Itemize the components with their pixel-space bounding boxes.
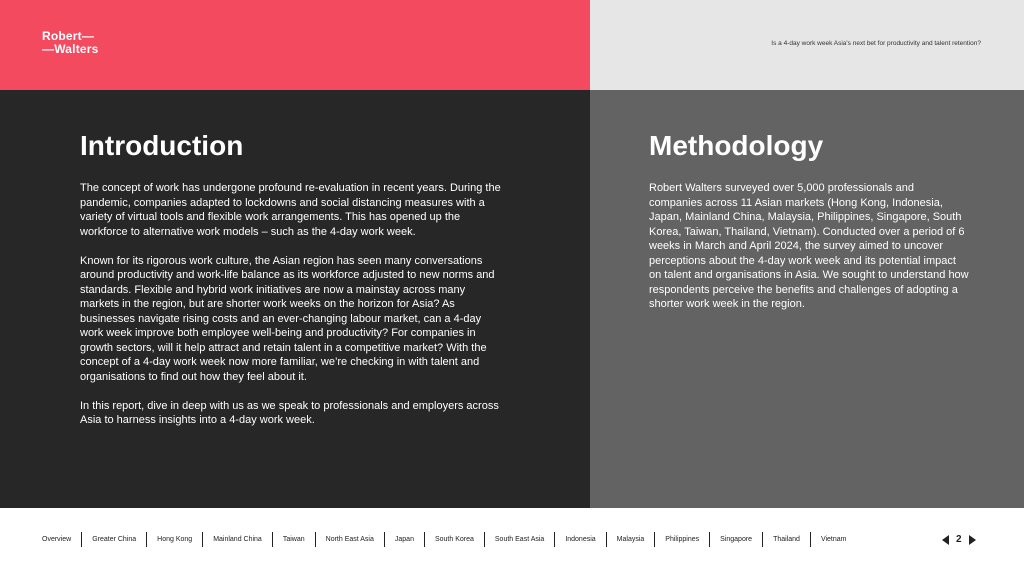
nav-item-taiwan[interactable]: Taiwan [273,532,316,547]
nav-item-japan[interactable]: Japan [385,532,425,547]
section-nav [32,532,857,547]
nav-item-mainland-china[interactable]: Mainland China [203,532,273,547]
nav-item-greater-china[interactable]: Greater China [82,532,147,547]
introduction-panel [0,90,590,508]
page-number: 2 [956,534,962,545]
logo-line-1: Robert— [42,29,95,43]
nav-item-singapore[interactable]: Singapore [710,532,763,547]
report-title: Is a 4-day work week Asia's next bet for productivity and talent retention? [771,40,981,47]
methodology-paragraph-1: Robert Walters surveyed over 5,000 professionals and companies across 11 Asian markets (Hong Kong, Indonesia, Japan, Mainland China, Malaysia, Philippines, Singapore, South Korea, Taiwan, Thailand, Vietnam). Conducted over a period of 6 weeks in March and April 2024, the survey aimed to uncover perceptions about the 4-day work week and its potential impact on talent and organisations in Asia. We sought to understand how respondents perceive the benefits and challenges of adopting a shorter work week in the region. [649,182,969,310]
nav-item-overview[interactable]: Overview [32,532,82,547]
nav-item-vietnam[interactable]: Vietnam [820,536,847,543]
nav-item-south-east-asia[interactable]: South East Asia [485,532,555,547]
footer-navigation [0,508,1024,576]
pager [942,534,976,545]
nav-item-thailand[interactable]: Thailand [763,532,811,547]
introduction-paragraph-2: Known for its rigorous work culture, the Asian region has seen many conversations around productivity and work-life balance as its workforce adjusted to new norms and standards. Flexible and hybrid work initiatives are now a mainstay across many markets in the region, but are shorter work weeks on the horizon for Asia? As businesses navigate rising costs and an ever-changing labour market, can a 4-day work week improve both employee well-being and productivity? For companies in growth sectors, will it help attract and retain talent in a competitive market? With the concept of a 4-day work week now more familiar, we’re checking in with talent and organisations to find out how they feel about it. [80,254,495,383]
nav-item-indonesia[interactable]: Indonesia [555,532,606,547]
methodology-heading: Methodology [649,130,824,161]
introduction-paragraph-1: The concept of work has undergone profound re-evaluation in recent years. During the pandemic, companies adapted to lockdowns and social distancing measures with a variety of virtual tools and flexible work arrangements. This has opened up the workforce to alternative work models – such as the 4-day work week. [80,182,501,238]
nav-item-hong-kong[interactable]: Hong Kong [147,532,203,547]
triangle-right-icon[interactable] [969,535,976,545]
header-title-band [590,0,1024,90]
nav-item-north-east-asia[interactable]: North East Asia [316,532,385,547]
nav-item-malaysia[interactable]: Malaysia [607,532,656,547]
methodology-body [649,181,969,326]
introduction-paragraph-3: In this report, dive in deep with us as we speak to professionals and employers across Asia to harness insights into a 4-day work week. [80,399,499,426]
header-brand-band [0,0,590,90]
nav-item-philippines[interactable]: Philippines [655,532,710,547]
introduction-heading: Introduction [80,130,244,161]
triangle-left-icon[interactable] [942,535,949,545]
robert-walters-logo [42,30,99,56]
nav-item-south-korea[interactable]: South Korea [425,532,485,547]
methodology-panel [590,90,1024,508]
introduction-body [80,181,505,442]
logo-line-2: —Walters [42,42,99,56]
